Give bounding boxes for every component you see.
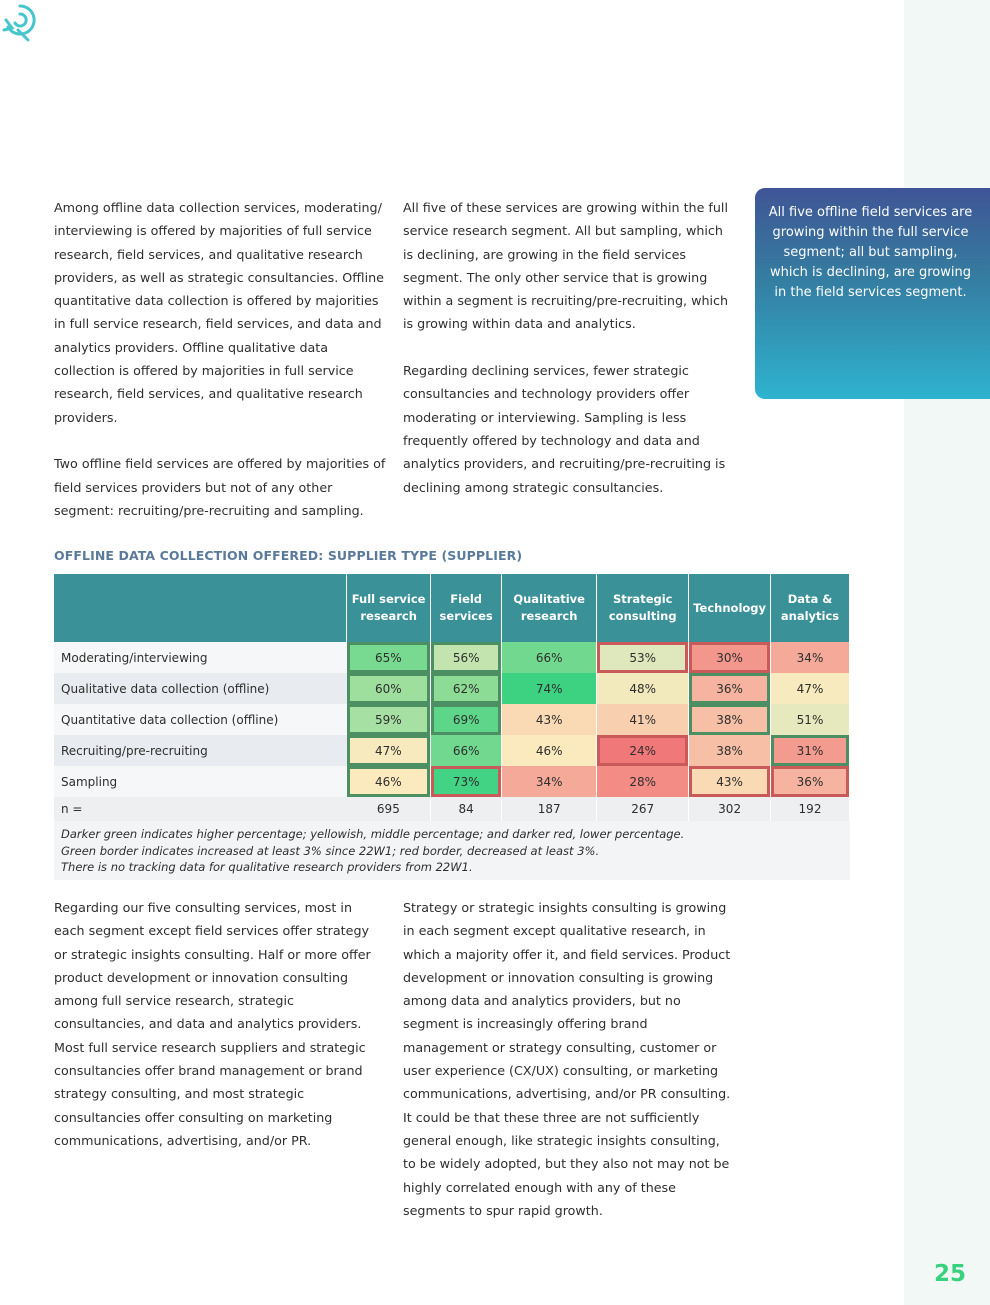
paragraph: Among offline data collection services, moderating/ interviewing is offered by majorities of full service research, field services, and qualitative research providers, as well as strategic consultancies. Offline quantitative data collection is offered by majorities in full service research, field services, and data and analytics providers. Offline qualitative data collection is offered by majorities in full service research, field services, and qualitative research providers. <box>54 200 384 425</box>
heatmap-cell <box>597 704 689 735</box>
sample-size-value: 267 <box>597 797 689 821</box>
heatmap-cell <box>431 673 502 704</box>
heatmap-cell <box>502 766 597 797</box>
cell-value: 30% <box>689 642 770 673</box>
heatmap-cell <box>771 735 850 766</box>
cell-value: 51% <box>796 712 824 727</box>
heatmap-cell <box>771 673 850 704</box>
cell-value: 34% <box>535 774 563 789</box>
cell-value: 38% <box>716 743 743 758</box>
heatmap-cell <box>689 735 771 766</box>
sample-size-value: 84 <box>431 797 502 821</box>
cell-value: 59% <box>347 704 431 735</box>
heatmap-cell <box>347 766 431 797</box>
row-label: Sampling <box>54 766 347 797</box>
row-label: Moderating/interviewing <box>54 642 347 673</box>
heatmap-cell <box>689 766 771 797</box>
table-row <box>54 735 850 766</box>
cell-value: 46% <box>347 766 431 797</box>
cell-value: 31% <box>771 735 849 766</box>
cell-value: 48% <box>629 681 657 696</box>
sample-size-row <box>54 797 850 821</box>
heatmap-cell <box>597 735 689 766</box>
cell-value: 66% <box>535 650 563 665</box>
column-header: Technology <box>689 574 771 642</box>
cell-value: 46% <box>535 743 563 758</box>
paragraph: All five of these services are growing within the full service research segment. All but sampling, which is declining, are growing in the field services segment. The only other service that is growing within a segment is recruiting/pre-recruiting, which is growing within data and analytics. <box>403 200 729 332</box>
column-header: Field services <box>431 574 502 642</box>
row-label: n = <box>54 797 347 821</box>
heatmap-cell <box>431 642 502 673</box>
heatmap-cell <box>431 735 502 766</box>
outro-left-column <box>54 896 374 1152</box>
heatmap-cell <box>597 766 689 797</box>
cell-value: 36% <box>689 673 770 704</box>
cell-value: 43% <box>689 766 770 797</box>
heatmap-cell <box>431 704 502 735</box>
heatmap-cell <box>347 642 431 673</box>
cell-value: 43% <box>535 712 563 727</box>
cell-value: 69% <box>431 704 501 735</box>
cell-value: 36% <box>771 766 849 797</box>
column-header: Strategic consulting <box>597 574 689 642</box>
heatmap-cell <box>689 673 771 704</box>
heatmap-cell <box>597 642 689 673</box>
cell-value: 47% <box>347 735 431 766</box>
heatmap-cell <box>347 735 431 766</box>
note-line: There is no tracking data for qualitative research providers from 22W1. <box>61 860 473 874</box>
heatmap-cell <box>771 766 850 797</box>
cell-value: 28% <box>629 774 657 789</box>
heatmap-cell <box>347 704 431 735</box>
cell-value: 47% <box>796 681 824 696</box>
intro-right-column <box>403 196 735 499</box>
intro-left-column <box>54 196 386 522</box>
pull-quote-text: All five offline field services are growing within the full service segment; all but sampling, which is declining, are growing in the field services segment. <box>768 205 973 300</box>
heatmap-cell <box>347 673 431 704</box>
cell-value: 34% <box>796 650 824 665</box>
note-line: Green border indicates increased at least 3% since 22W1; red border, decreased at least 3%. <box>61 843 600 858</box>
cell-value: 66% <box>452 743 480 758</box>
brand-logo-icon <box>0 0 40 44</box>
sample-size-value: 302 <box>689 797 771 821</box>
table-row <box>54 704 850 735</box>
outro-right-column <box>403 896 735 1222</box>
sample-size-value: 187 <box>502 797 597 821</box>
paragraph: Regarding declining services, fewer strategic consultancies and technology providers offer moderating or interviewing. Sampling is less frequently offered by technology and data and analytics providers, and recruiting/pre-recruiting is declining among strategic consultancies. <box>403 363 726 495</box>
cell-value: 56% <box>431 642 501 673</box>
heatmap-cell <box>502 642 597 673</box>
heatmap-cell <box>689 642 771 673</box>
cell-value: 41% <box>629 712 657 727</box>
row-label: Recruiting/pre-recruiting <box>54 735 347 766</box>
cell-value: 62% <box>431 673 501 704</box>
corner-header <box>54 574 347 642</box>
heatmap-cell <box>689 704 771 735</box>
table-row <box>54 766 850 797</box>
cell-value: 73% <box>431 766 501 797</box>
table-row <box>54 673 850 704</box>
row-label: Quantitative data collection (offline) <box>54 704 347 735</box>
cell-value: 53% <box>597 642 688 673</box>
notes-cell <box>54 821 850 880</box>
paragraph: Regarding our five consulting services, most in each segment except field services offer strategy or strategic insights consulting. Half or more offer product development or innovation consulting among full service research, strategic consultancies, and data and analytics providers. Most full service research suppliers and strategic consultancies offer brand management or brand strategy consulting, and most strategic consultancies offer consulting on marketing communications, advertising, and/or PR. <box>54 900 371 1148</box>
heatmap-cell <box>502 735 597 766</box>
cell-value: 38% <box>689 704 770 735</box>
column-header: Full service research <box>347 574 431 642</box>
heatmap-cell <box>431 766 502 797</box>
table-row <box>54 642 850 673</box>
heatmap-cell <box>502 673 597 704</box>
cell-value: 65% <box>347 642 431 673</box>
heatmap-cell <box>771 704 850 735</box>
cell-value: 74% <box>535 681 563 696</box>
column-header: Qualitative research <box>502 574 597 642</box>
sample-size-value: 192 <box>771 797 850 821</box>
cell-value: 24% <box>597 735 688 766</box>
pull-quote-callout <box>755 188 990 399</box>
paragraph: Strategy or strategic insights consulting is growing in each segment except qualitative research, in which a majority offer it, and field services. Product development or innovation consulting is growing among data and analytics providers, but no segment is increasingly offering brand management or strategy consulting, customer or user experience (CX/UX) consulting, or marketing communications, advertising, and/or PR consulting. It could be that these three are not sufficiently general enough, like strategic insights consulting, to be widely adopted, but they also not may not be highly correlated enough with any of these segments to spur rapid growth. <box>403 900 731 1218</box>
heatmap-cell <box>771 642 850 673</box>
sample-size-value: 695 <box>347 797 431 821</box>
note-line: Darker green indicates higher percentage; yellowish, middle percentage; and darker red, lower percentage. <box>61 827 685 841</box>
paragraph: Two offline field services are offered by majorities of field services providers but not of any other segment: recruiting/pre-recruiting and sampling. <box>54 456 386 518</box>
column-header: Data & analytics <box>771 574 850 642</box>
table-title: OFFLINE DATA COLLECTION OFFERED: SUPPLIER TYPE (SUPPLIER) <box>54 548 523 563</box>
heatmap-cell <box>502 704 597 735</box>
cell-value: 60% <box>347 673 431 704</box>
page-number: 25 <box>934 1261 967 1287</box>
table-notes <box>54 821 850 880</box>
row-label: Qualitative data collection (offline) <box>54 673 347 704</box>
heatmap-table <box>54 574 850 880</box>
heatmap-cell <box>597 673 689 704</box>
